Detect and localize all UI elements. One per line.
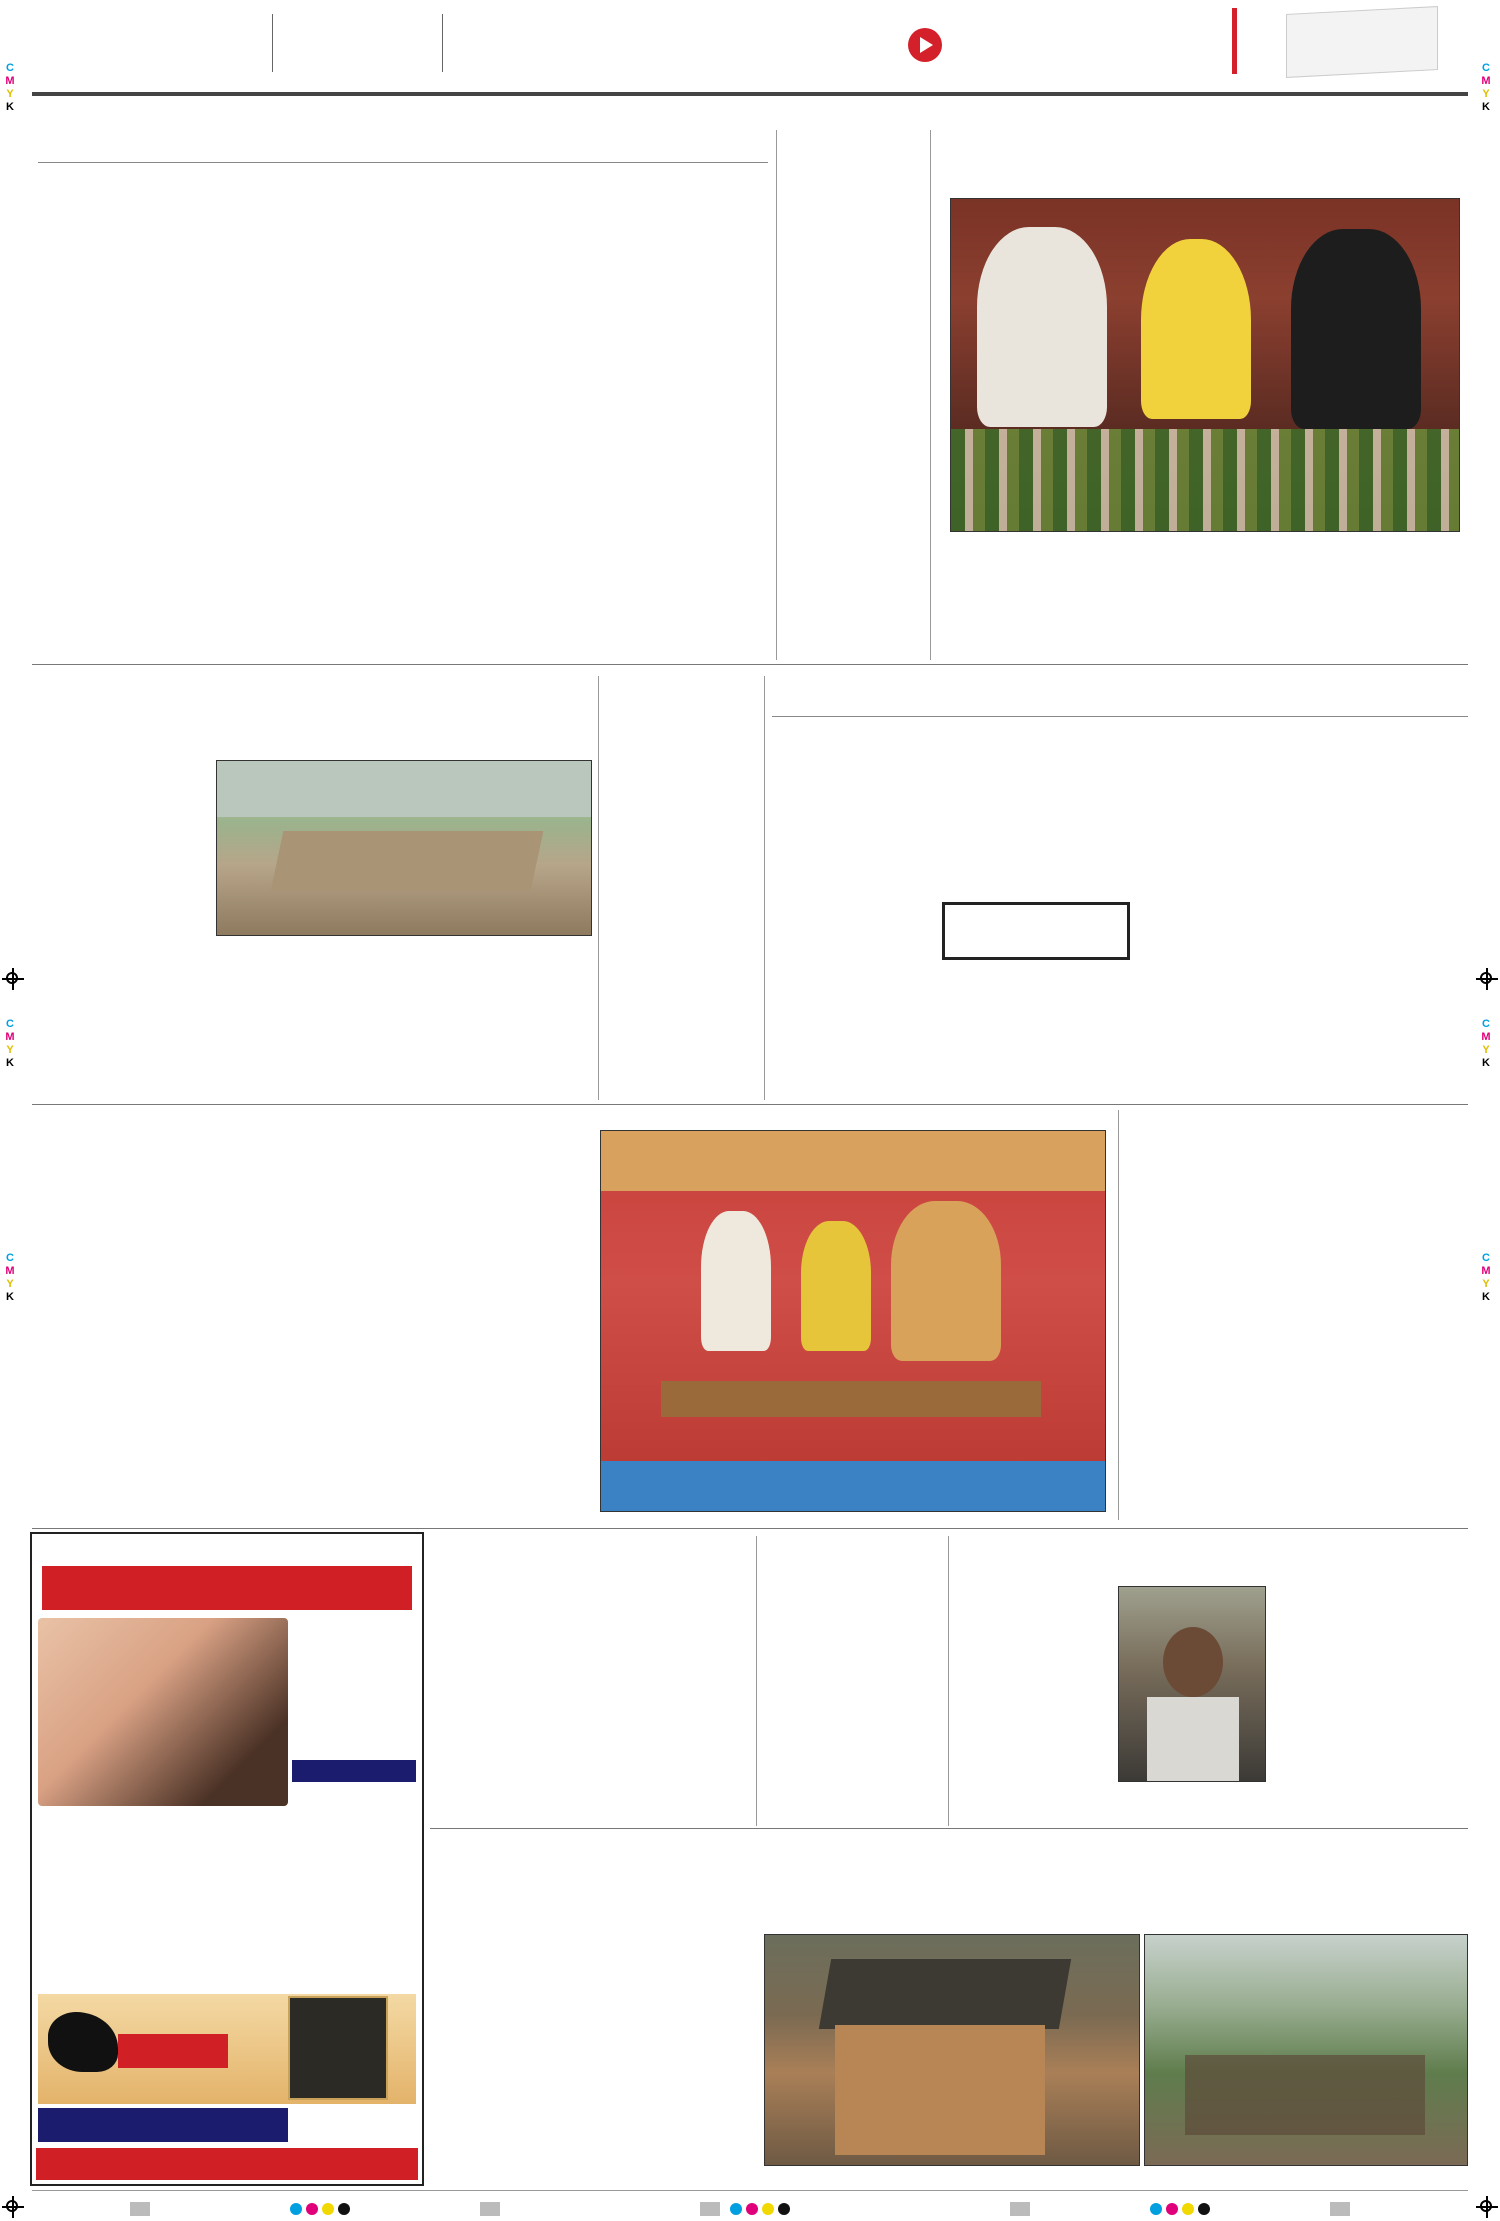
ad-brand-panel: [38, 1994, 416, 2104]
column-divider: [948, 1536, 949, 1826]
ad-couple-image: [38, 1618, 288, 1806]
row-rule: [32, 1528, 1468, 1529]
teachers-kicker-rule: [38, 162, 768, 163]
bike-body: [762, 1600, 942, 1822]
column-divider: [756, 1536, 757, 1826]
masthead: [0, 0, 1500, 92]
ad-body: [42, 1814, 412, 1988]
national-adalat-body: [432, 1600, 748, 1822]
ad-side-effect-badge: [292, 1760, 416, 1782]
cmyk-mark: C M Y K: [1481, 1252, 1491, 1303]
rain-photo-tree: [1144, 1934, 1468, 2166]
row-rule: [430, 1828, 1468, 1829]
shrine-photo: [600, 1130, 1106, 1512]
adalat-body: [38, 1232, 584, 1504]
ad-stockist: [38, 2108, 288, 2142]
teachers-body: [38, 256, 768, 652]
shishu-body: [782, 244, 922, 652]
culvert-body: [38, 760, 208, 1098]
ad-product-box: [288, 1996, 388, 2100]
cmyk-mark: C M Y K: [5, 1018, 15, 1069]
registration-mark-icon: [1476, 968, 1498, 990]
horse-logo-icon: [48, 2012, 118, 2072]
cmyk-mark: C M Y K: [1481, 62, 1491, 113]
varaha-photo: [950, 198, 1460, 532]
murder-body: [1124, 1220, 1468, 1514]
advertisement: [30, 1532, 424, 2186]
ad-brand: [118, 2034, 228, 2068]
column-divider: [764, 676, 765, 1100]
ad-footer: [36, 2148, 418, 2180]
varaha-body: [940, 552, 1466, 656]
registration-mark-icon: [2, 968, 24, 990]
column-divider: [1118, 1110, 1119, 1520]
rain-photo-house: [764, 1934, 1140, 2166]
row-rule: [32, 664, 1468, 665]
ration-highlight-box: [942, 902, 1130, 960]
column-divider: [930, 130, 931, 660]
masthead-divider: [272, 14, 273, 72]
culvert-body-2: [216, 956, 592, 1098]
print-color-bar: [0, 2200, 1500, 2218]
page-number-sheet: [1286, 6, 1438, 78]
sangh-body: [604, 752, 758, 1098]
cmyk-mark: C M Y K: [5, 62, 15, 113]
column-divider: [776, 130, 777, 660]
age-photo: [1118, 1586, 1266, 1782]
play-icon: [908, 28, 942, 62]
column-divider: [598, 676, 599, 1100]
culvert-photo: [216, 760, 592, 936]
masthead-rule: [32, 92, 1468, 96]
cmyk-mark: C M Y K: [1481, 1018, 1491, 1069]
cmyk-mark: C M Y K: [5, 1252, 15, 1303]
footer-rule: [32, 2190, 1468, 2191]
row-rule: [32, 1104, 1468, 1105]
masthead-divider: [442, 14, 443, 72]
rain-body: [432, 1934, 756, 2186]
section-accent-bar: [1232, 8, 1237, 74]
ration-kicker-rule: [772, 716, 1468, 717]
ad-banner: [42, 1566, 412, 1610]
